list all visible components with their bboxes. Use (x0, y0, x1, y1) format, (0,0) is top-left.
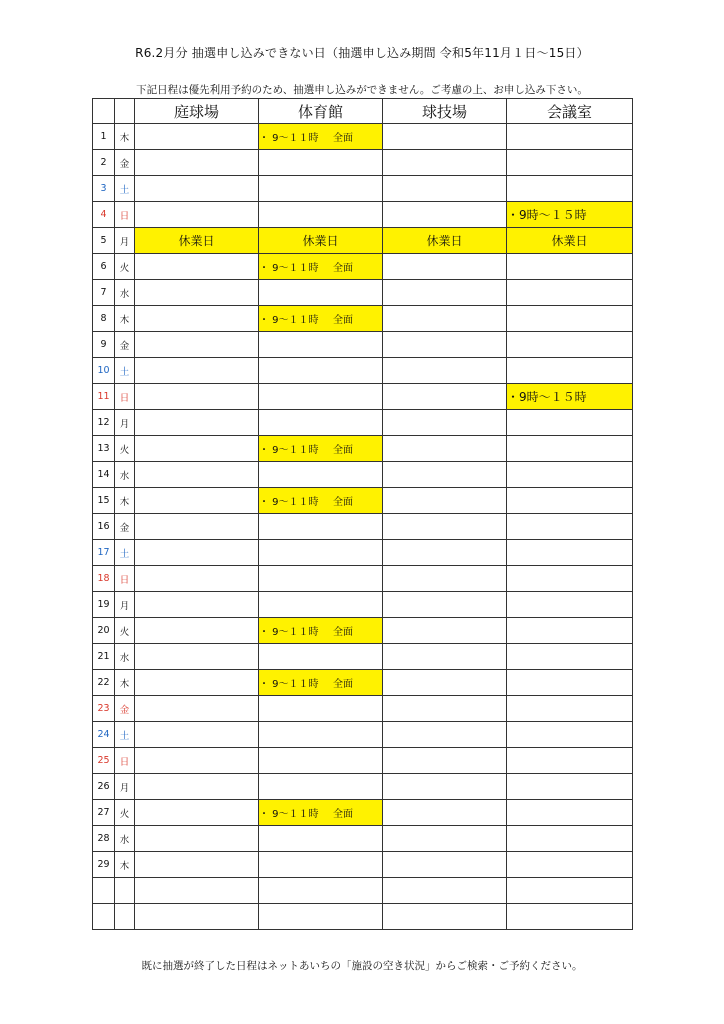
gymnasium-cell (259, 488, 383, 514)
gymnasium-cell (259, 852, 383, 878)
ball-field-cell (383, 644, 507, 670)
day-number (93, 904, 115, 930)
weekday: 水 (115, 644, 135, 670)
ball-field-cell (383, 254, 507, 280)
tennis-court-cell (135, 124, 259, 150)
meeting-room-cell (507, 644, 633, 670)
weekday: 火 (115, 436, 135, 462)
table-row (93, 566, 633, 592)
table-row (93, 358, 633, 384)
day-number: 16 (93, 514, 115, 540)
day-number: 22 (93, 670, 115, 696)
meeting-room-cell (507, 670, 633, 696)
table-row (93, 488, 633, 514)
meeting-room-cell (507, 696, 633, 722)
time-slot: ・ 9～１１時 (259, 497, 319, 508)
gymnasium-cell (259, 436, 383, 462)
time-slot: ・ 9～１１時 (259, 627, 319, 638)
meeting-room-cell (507, 436, 633, 462)
tennis-court-cell (135, 826, 259, 852)
meeting-room-cell (507, 488, 633, 514)
table-row (93, 774, 633, 800)
day-number: 24 (93, 722, 115, 748)
table-row (93, 306, 633, 332)
weekday: 月 (115, 228, 135, 254)
time-slot: ・ 9～１１時 (259, 263, 319, 274)
weekday: 土 (115, 540, 135, 566)
meeting-room-cell (507, 462, 633, 488)
area-tag: 全面 (333, 497, 353, 508)
tennis-court-cell (135, 878, 259, 904)
meeting-room-cell (507, 904, 633, 930)
meeting-room-cell (507, 358, 633, 384)
gymnasium-cell (259, 410, 383, 436)
footer-text: 既に抽選が終了した日程はネットあいちの「施設の空き状況」からご検索・ご予約ください。 (141, 960, 583, 972)
tennis-court-cell (135, 202, 259, 228)
tennis-court-cell (135, 462, 259, 488)
weekday: 土 (115, 358, 135, 384)
weekday: 日 (115, 384, 135, 410)
table-row (93, 410, 633, 436)
day-number: 13 (93, 436, 115, 462)
ball-field-cell (383, 436, 507, 462)
meeting-room-cell: 休業日 (507, 228, 633, 254)
ball-field-cell (383, 410, 507, 436)
tennis-court-cell (135, 696, 259, 722)
gymnasium-cell (259, 748, 383, 774)
tennis-court-cell (135, 306, 259, 332)
day-number: 9 (93, 332, 115, 358)
day-number: 1 (93, 124, 115, 150)
weekday: 月 (115, 774, 135, 800)
day-number: 20 (93, 618, 115, 644)
meeting-room-cell (507, 150, 633, 176)
gymnasium-cell (259, 306, 383, 332)
gymnasium-cell (259, 462, 383, 488)
ball-field-cell (383, 800, 507, 826)
weekday: 水 (115, 462, 135, 488)
table-row (93, 332, 633, 358)
table-row (93, 436, 633, 462)
ball-field-cell (383, 878, 507, 904)
ball-field-cell (383, 280, 507, 306)
meeting-room-cell (507, 618, 633, 644)
day-number: 14 (93, 462, 115, 488)
ball-field-cell (383, 826, 507, 852)
table-row (93, 176, 633, 202)
ball-field-cell (383, 176, 507, 202)
table-row (93, 384, 633, 410)
ball-field-cell (383, 904, 507, 930)
day-number: 2 (93, 150, 115, 176)
gymnasium-cell (259, 904, 383, 930)
tennis-court-cell (135, 618, 259, 644)
table-row (93, 670, 633, 696)
gymnasium-cell: 休業日 (259, 228, 383, 254)
meeting-room-cell (507, 774, 633, 800)
tennis-court-cell (135, 514, 259, 540)
ball-field-cell (383, 462, 507, 488)
meeting-room-cell (507, 124, 633, 150)
weekday: 木 (115, 306, 135, 332)
table-row (93, 280, 633, 306)
gymnasium-cell (259, 800, 383, 826)
ball-field-cell (383, 540, 507, 566)
ball-field-cell (383, 696, 507, 722)
gymnasium-cell (259, 618, 383, 644)
table-row (93, 150, 633, 176)
gymnasium-cell (259, 124, 383, 150)
area-tag: 全面 (333, 263, 353, 274)
table-row (93, 514, 633, 540)
day-number: 18 (93, 566, 115, 592)
table-row (93, 462, 633, 488)
meeting-room-cell (507, 566, 633, 592)
gymnasium-cell (259, 254, 383, 280)
ball-field-cell (383, 306, 507, 332)
tennis-court-cell (135, 436, 259, 462)
area-tag: 全面 (333, 809, 353, 820)
weekday: 金 (115, 332, 135, 358)
gymnasium-cell (259, 540, 383, 566)
meeting-room-cell (507, 332, 633, 358)
meeting-room-cell (507, 826, 633, 852)
header-ball-field: 球技場 (383, 99, 507, 124)
day-number: 19 (93, 592, 115, 618)
weekday: 火 (115, 618, 135, 644)
weekday: 月 (115, 410, 135, 436)
gymnasium-cell (259, 280, 383, 306)
tennis-court-cell (135, 176, 259, 202)
weekday: 火 (115, 254, 135, 280)
weekday: 木 (115, 852, 135, 878)
day-number: 23 (93, 696, 115, 722)
ball-field-cell (383, 202, 507, 228)
weekday: 月 (115, 592, 135, 618)
table-row (93, 878, 633, 904)
time-slot: ・ 9～１１時 (259, 133, 319, 144)
gymnasium-cell (259, 202, 383, 228)
day-number: 8 (93, 306, 115, 332)
tennis-court-cell (135, 748, 259, 774)
weekday: 日 (115, 748, 135, 774)
meeting-room-cell (507, 254, 633, 280)
day-number: 10 (93, 358, 115, 384)
table-row (93, 228, 633, 254)
gymnasium-cell (259, 176, 383, 202)
gymnasium-cell (259, 696, 383, 722)
weekday: 土 (115, 722, 135, 748)
day-number: 6 (93, 254, 115, 280)
tennis-court-cell (135, 774, 259, 800)
tennis-court-cell (135, 488, 259, 514)
table-row (93, 722, 633, 748)
table-row (93, 124, 633, 150)
meeting-room-cell (507, 410, 633, 436)
weekday (115, 878, 135, 904)
ball-field-cell (383, 358, 507, 384)
meeting-room-cell (507, 800, 633, 826)
ball-field-cell (383, 670, 507, 696)
gymnasium-cell (259, 878, 383, 904)
day-number: 17 (93, 540, 115, 566)
header-weekday (115, 99, 135, 124)
page-title: R6.2月分 抽選申し込みできない日（抽選申し込み期間 令和5年11月１日～15日） (135, 46, 589, 60)
tennis-court-cell (135, 540, 259, 566)
day-number: 12 (93, 410, 115, 436)
meeting-room-cell (507, 176, 633, 202)
table-row (93, 696, 633, 722)
gymnasium-cell (259, 384, 383, 410)
weekday: 水 (115, 826, 135, 852)
meeting-room-cell: ・9時～１５時 (507, 202, 633, 228)
weekday: 金 (115, 150, 135, 176)
gymnasium-cell (259, 566, 383, 592)
tennis-court-cell (135, 852, 259, 878)
weekday: 木 (115, 670, 135, 696)
day-number: 4 (93, 202, 115, 228)
ball-field-cell (383, 124, 507, 150)
day-number: 5 (93, 228, 115, 254)
time-slot: ・ 9～１１時 (259, 809, 319, 820)
area-tag: 全面 (333, 445, 353, 456)
table-row (93, 592, 633, 618)
ball-field-cell (383, 566, 507, 592)
day-number: 21 (93, 644, 115, 670)
table-row (93, 800, 633, 826)
table-row (93, 852, 633, 878)
tennis-court-cell (135, 566, 259, 592)
meeting-room-cell (507, 592, 633, 618)
area-tag: 全面 (333, 627, 353, 638)
weekday: 木 (115, 488, 135, 514)
ball-field-cell (383, 592, 507, 618)
gymnasium-cell (259, 774, 383, 800)
notice-text: 下記日程は優先利用予約のため、抽選申し込みができません。ご考慮の上、お申し込み下さい。 (136, 84, 588, 96)
time-slot: ・ 9～１１時 (259, 315, 319, 326)
schedule-table (92, 98, 633, 930)
weekday: 日 (115, 202, 135, 228)
tennis-court-cell: 休業日 (135, 228, 259, 254)
header-day (93, 99, 115, 124)
weekday: 水 (115, 280, 135, 306)
gymnasium-cell (259, 592, 383, 618)
tennis-court-cell (135, 384, 259, 410)
ball-field-cell (383, 332, 507, 358)
time-slot: ・ 9～１１時 (259, 445, 319, 456)
meeting-room-cell (507, 306, 633, 332)
ball-field-cell (383, 618, 507, 644)
gymnasium-cell (259, 722, 383, 748)
header-gymnasium: 体育館 (259, 99, 383, 124)
gymnasium-cell (259, 150, 383, 176)
ball-field-cell (383, 514, 507, 540)
table-row (93, 826, 633, 852)
meeting-room-cell (507, 722, 633, 748)
weekday: 日 (115, 566, 135, 592)
day-number: 3 (93, 176, 115, 202)
meeting-room-cell (507, 540, 633, 566)
weekday: 火 (115, 800, 135, 826)
tennis-court-cell (135, 644, 259, 670)
tennis-court-cell (135, 254, 259, 280)
weekday: 木 (115, 124, 135, 150)
header-tennis-court: 庭球場 (135, 99, 259, 124)
weekday (115, 904, 135, 930)
meeting-room-cell (507, 514, 633, 540)
table-row (93, 904, 633, 930)
header-meeting-room: 会議室 (507, 99, 633, 124)
weekday: 土 (115, 176, 135, 202)
meeting-room-cell (507, 280, 633, 306)
tennis-court-cell (135, 670, 259, 696)
tennis-court-cell (135, 904, 259, 930)
day-number: 25 (93, 748, 115, 774)
ball-field-cell (383, 384, 507, 410)
weekday: 金 (115, 696, 135, 722)
gymnasium-cell (259, 514, 383, 540)
gymnasium-cell (259, 332, 383, 358)
meeting-room-cell (507, 852, 633, 878)
tennis-court-cell (135, 358, 259, 384)
day-number: 28 (93, 826, 115, 852)
table-row (93, 540, 633, 566)
ball-field-cell (383, 774, 507, 800)
table-row (93, 202, 633, 228)
meeting-room-cell (507, 748, 633, 774)
gymnasium-cell (259, 358, 383, 384)
gymnasium-cell (259, 670, 383, 696)
tennis-court-cell (135, 410, 259, 436)
time-slot: ・ 9～１１時 (259, 679, 319, 690)
day-number: 15 (93, 488, 115, 514)
tennis-court-cell (135, 332, 259, 358)
weekday: 金 (115, 514, 135, 540)
tennis-court-cell (135, 280, 259, 306)
gymnasium-cell (259, 826, 383, 852)
table-row (93, 644, 633, 670)
meeting-room-cell (507, 878, 633, 904)
ball-field-cell (383, 722, 507, 748)
table-header-row (93, 99, 633, 124)
table-row (93, 618, 633, 644)
ball-field-cell (383, 748, 507, 774)
area-tag: 全面 (333, 679, 353, 690)
ball-field-cell (383, 488, 507, 514)
day-number: 27 (93, 800, 115, 826)
tennis-court-cell (135, 592, 259, 618)
day-number: 29 (93, 852, 115, 878)
meeting-room-cell: ・9時～１５時 (507, 384, 633, 410)
tennis-court-cell (135, 722, 259, 748)
day-number: 26 (93, 774, 115, 800)
ball-field-cell (383, 852, 507, 878)
day-number (93, 878, 115, 904)
ball-field-cell: 休業日 (383, 228, 507, 254)
tennis-court-cell (135, 150, 259, 176)
day-number: 11 (93, 384, 115, 410)
gymnasium-cell (259, 644, 383, 670)
ball-field-cell (383, 150, 507, 176)
table-row (93, 254, 633, 280)
table-row (93, 748, 633, 774)
day-number: 7 (93, 280, 115, 306)
table-body (93, 124, 633, 930)
area-tag: 全面 (333, 133, 353, 144)
tennis-court-cell (135, 800, 259, 826)
area-tag: 全面 (333, 315, 353, 326)
